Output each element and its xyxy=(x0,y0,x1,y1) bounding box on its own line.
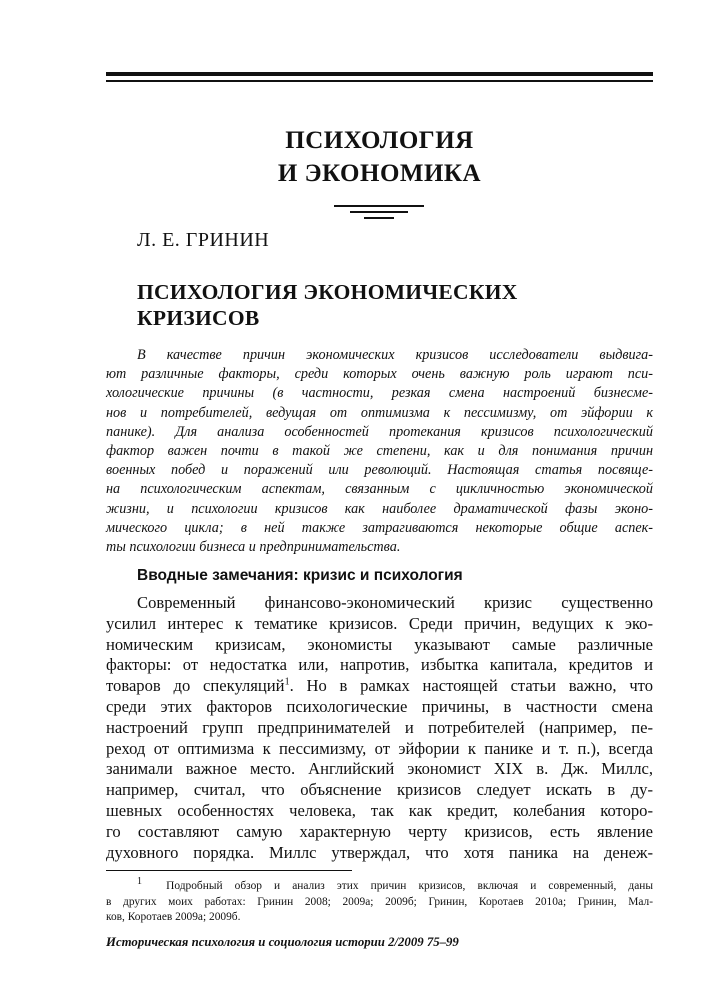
top-rule-thin xyxy=(106,80,653,82)
title-ornament xyxy=(334,205,424,221)
section-heading: Вводные замечания: кризис и психология xyxy=(137,567,463,584)
section-title-line-1: ПСИХОЛОГИЯ xyxy=(285,127,474,154)
body-line: усилил интерес к тематике кризисов. Среди причин, ведущих к эко- xyxy=(106,613,653,633)
ornament-line-1 xyxy=(334,205,424,207)
abstract-line: хологические причины (в частности, резкая смена настроений бизнесме- xyxy=(106,385,653,402)
body-line: шевных особенностях человека, так как кредит, колебания которо- xyxy=(106,800,653,820)
body-line-4-tail: . Но в рамках настоящей статьи важно, что xyxy=(289,676,653,696)
section-title xyxy=(106,124,653,190)
footnote-ref-link[interactable]: 1 xyxy=(284,676,290,688)
author-name: Л. Е. ГРИНИН xyxy=(137,229,270,251)
ornament-line-2 xyxy=(350,211,408,213)
footnote-separator xyxy=(106,870,352,871)
body-line: среди этих факторов психологические причины, в частности смена xyxy=(106,696,653,716)
abstract-line: нов и потребителей, ведущая от оптимизма к пессимизму, от эйфории к xyxy=(106,404,653,421)
top-rule-thick xyxy=(106,72,653,76)
abstract xyxy=(106,346,653,557)
article-title-line-2: КРИЗИСОВ xyxy=(137,306,260,330)
abstract-line: ют различные факторы, среди которых очень важную роль играют пси- xyxy=(106,366,653,383)
journal-reference: Историческая психология и социология истории 2/2009 75–99 xyxy=(106,935,459,949)
footnote-line: ков, Коротаев 2009а; 2009б. xyxy=(106,911,241,923)
body-line: настроений групп предпринимателей и потребителей (например, пе- xyxy=(106,717,653,737)
abstract-line: панике). Для анализа особенностей протекания кризисов психологический xyxy=(106,423,653,440)
abstract-line: военных побед и поражений или революций. Настоящая статья посвяще- xyxy=(106,462,653,479)
abstract-line: В качестве причин экономических кризисов исследователи выдвига- xyxy=(137,347,653,363)
body-line-with-footnote xyxy=(106,676,653,697)
footnote-line xyxy=(106,876,653,895)
body-text xyxy=(106,593,653,863)
abstract-line: жизни, и психологии кризисов как наиболее драматической фазы эконо- xyxy=(106,500,653,517)
section-title-line-2: И ЭКОНОМИКА xyxy=(277,160,482,187)
body-line: факторы: от недостатка или, напротив, избытка капитала, кредитов и xyxy=(106,655,653,675)
body-line: духовного порядка. Миллс утверждал, что хотя паника на денеж- xyxy=(106,842,653,862)
abstract-line: на психологическим аспектам, связанным с цикличностью экономической xyxy=(106,481,653,498)
body-line: номическим кризисам, экономисты указывают самые различные xyxy=(106,634,653,654)
article-title-line-1: ПСИХОЛОГИЯ ЭКОНОМИЧЕСКИХ xyxy=(137,280,518,304)
body-line: реход от оптимизма к пессимизму, от эйфории к панике и т. п.), всегда xyxy=(106,738,653,758)
footnote-number: 1 xyxy=(137,876,142,888)
abstract-line: фактор важен почти в такой же степени, как и для понимания причин xyxy=(106,443,653,460)
footnote-line: в других моих работах: Гринин 2008; 2009а; 2009б; Гринин, Коротаев 2010а; Гринин, Мал- xyxy=(106,895,653,908)
body-line: Современный финансово-экономический кризис существенно xyxy=(137,593,653,612)
body-line: например, считал, что объяснение кризисов следует искать в ду- xyxy=(106,780,653,800)
footnote xyxy=(106,876,653,926)
article-title xyxy=(137,279,518,331)
body-line-4-head: товаров до спекуляций xyxy=(106,676,285,696)
abstract-line: мического цикла; в ней также затрагиваются некоторые общие аспек- xyxy=(106,519,653,536)
body-line: го составляют самую характерную черту кризисов, есть явление xyxy=(106,821,653,841)
ornament-line-3 xyxy=(364,217,394,219)
abstract-line: ты психологии бизнеса и предпринимательства. xyxy=(106,539,401,556)
body-line: занимали важное место. Английский экономист XIX в. Дж. Миллс, xyxy=(106,759,653,779)
footnote-line-1-text: Подробный обзор и анализ этих причин кризисов, включая и современный, даны xyxy=(166,880,653,892)
